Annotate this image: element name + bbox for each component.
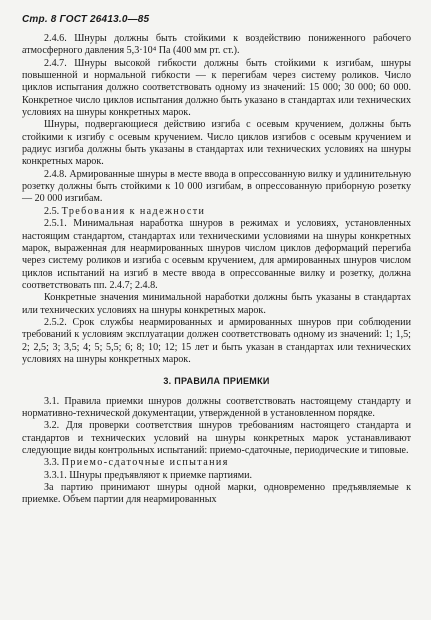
paragraph-axial-twist: Шнуры, подвергающиеся действию изгиба с осевым кручением, должны быть стойкими к изгибу с осевым кручением. Число циклов изгибов с осевым кручением и радиус изгиба должны быть указаны в стандартах или технических условиях на шнуры конкретных марок.	[22, 119, 411, 168]
paragraph-2-4-6: 2.4.6. Шнуры должны быть стойкими к воздействию пониженного рабочего атмосферного давления 5,3·10⁴ Па (400 мм рт. ст.).	[22, 33, 411, 57]
heading-2-5-number: 2.5.	[44, 205, 60, 217]
heading-2-5	[22, 206, 411, 218]
document-body	[22, 33, 411, 507]
paragraph-3-1: 3.1. Правила приемки шнуров должны соответствовать настоящему стандарту и нормативно-технической документации, утвержденной в установленном порядке.	[22, 395, 411, 419]
paragraph-3-3-1: 3.3.1. Шнуры предъявляют к приемке партиями.	[44, 469, 253, 481]
paragraph-2-4-7: 2.4.7. Шнуры высокой гибкости должны быть стойкими к изгибам, шнуры повышенной и нормальной гибкости — к перегибам через систему роликов. Число циклов испытания должно соответствовать одному из значений: 15 000; 30 000; 60 000. Конкретное число циклов испытания должно быть указано в стандартах или технических условиях на шнуры конкретных марок.	[22, 57, 411, 119]
heading-2-5-title: Требования к надежности	[61, 205, 206, 217]
paragraph-min-operating-time: Конкретные значения минимальной наработки должны быть указаны в стандартах или технических условиях на шнуры конкретных марок.	[22, 292, 411, 316]
heading-3-3-title: Приемо-сдаточные испытания	[61, 457, 229, 469]
paragraph-2-4-8: 2.4.8. Армированные шнуры в месте ввода в опрессованную вилку и удлинительную розетку должны быть стойкими к 10 000 изгибам, в опрессованную приборную розетку — 20 000 изгибам.	[22, 168, 411, 205]
section-3-title: 3. ПРАВИЛА ПРИЕМКИ	[163, 376, 270, 387]
heading-3-3	[22, 457, 411, 469]
page-header: Стр. 8 ГОСТ 26413.0—85	[22, 14, 150, 25]
heading-3-3-number: 3.3.	[44, 457, 60, 469]
paragraph-2-5-1: 2.5.1. Минимальная наработка шнуров в режимах и условиях, установленных настоящим стандартом, стандартах или техническими условиями на шнуры конкретных марок, выраженная для неармированных шнуров числом циклов деформаций перегиба через систему роликов и изгиба с осевым кручением, для армированных шнуров числом циклов испытаний на изгиб в месте ввода в опрессованные вилку и розетку, должна соответствовать пп. 2.4.7; 2.4.8.	[22, 218, 411, 291]
paragraph-2-5-2: 2.5.2. Срок службы неармированных и армированных шнуров при соблюдении требований к условиям эксплуатации должен соответствовать одному из значений: 1; 1,5; 2; 2,5; 3; 3,5; 4; 5; 5,5; 6; 8; 10; 12; 15 лет и быть указан в стандартах или технических условиях на шнуры конкретных марок.	[22, 316, 411, 365]
paragraph-3-2: 3.2. Для проверки соответствия шнуров требованиям настоящего стандарта и стандартов и технических условий на шнуры конкретных марок устанавливают следующие виды контрольных испытаний: приемо-сдаточные, периодические и типовые.	[22, 420, 411, 456]
paragraph-batch: За партию принимают шнуры одной марки, одновременно предъявляемые к приемке. Объем партии для неармированных	[22, 482, 411, 506]
